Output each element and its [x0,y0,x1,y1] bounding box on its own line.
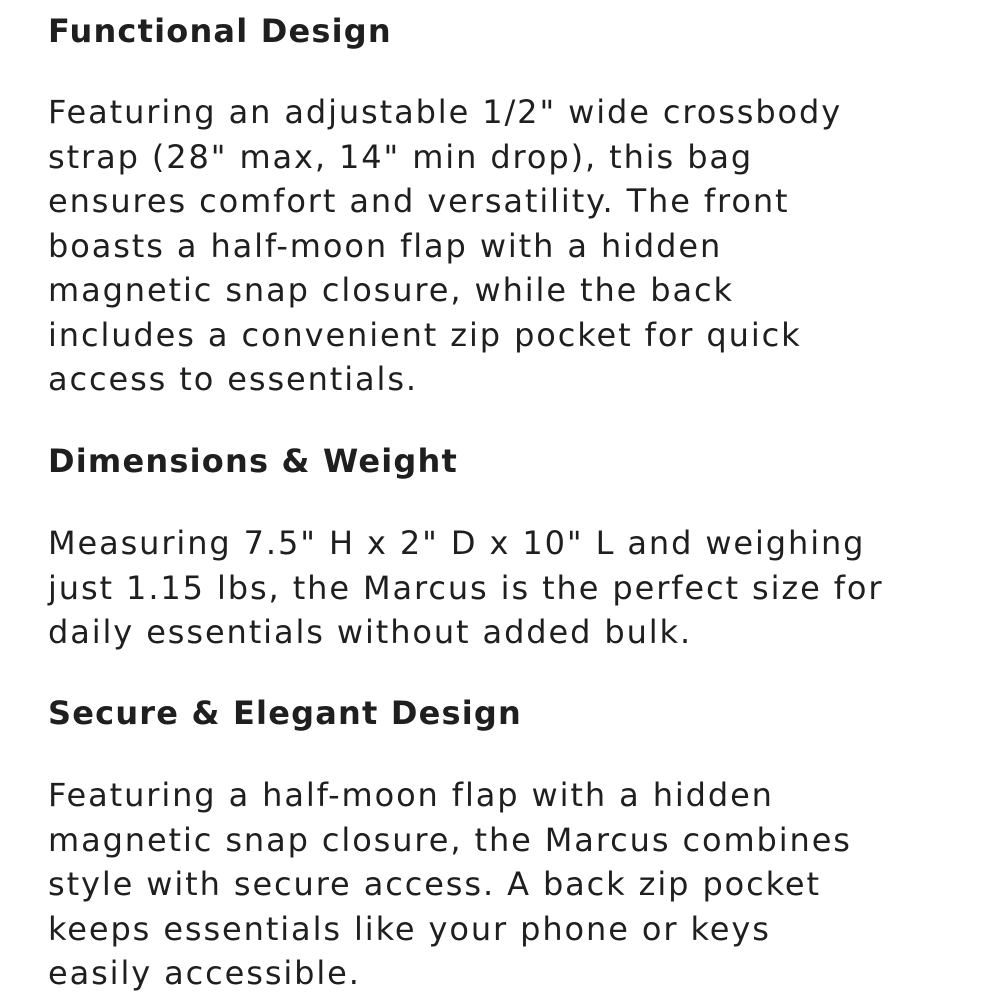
body-line: includes a convenient zip pocket for quick [48,315,802,354]
section-body-dimensions-weight [48,521,883,655]
body-line: Featuring an adjustable 1/2" wide crossbody [48,93,843,131]
body-line: daily essentials without added bulk. [48,613,693,651]
body-line: Featuring a half-moon flap with a hidden [48,776,774,814]
body-line: easily accessible. [48,954,361,992]
body-line: magnetic snap closure, while the back [48,271,734,309]
section-body-secure-elegant-design [48,773,852,996]
body-line: keeps essentials like your phone or keys [48,909,771,948]
body-line: ensures comfort and versatility. The front [48,182,790,220]
section-body-functional-design [48,90,842,402]
body-line: access to essentials. [48,360,418,398]
section-heading-functional-design: Functional Design [48,12,392,50]
body-line: boasts a half-moon flap with a hidden [48,226,723,265]
body-line: Measuring 7.5" H x 2" D x 10" L and weighing [48,524,866,562]
body-line: strap (28" max, 14" min drop), this bag [48,137,754,176]
section-heading-secure-elegant-design: Secure & Elegant Design [48,694,522,732]
body-line: style with secure access. A back zip pocket [48,865,821,903]
body-line: magnetic snap closure, the Marcus combines [48,820,852,859]
section-heading-dimensions-weight: Dimensions & Weight [48,442,458,480]
body-line: just 1.15 lbs, the Marcus is the perfect size for [48,568,884,607]
